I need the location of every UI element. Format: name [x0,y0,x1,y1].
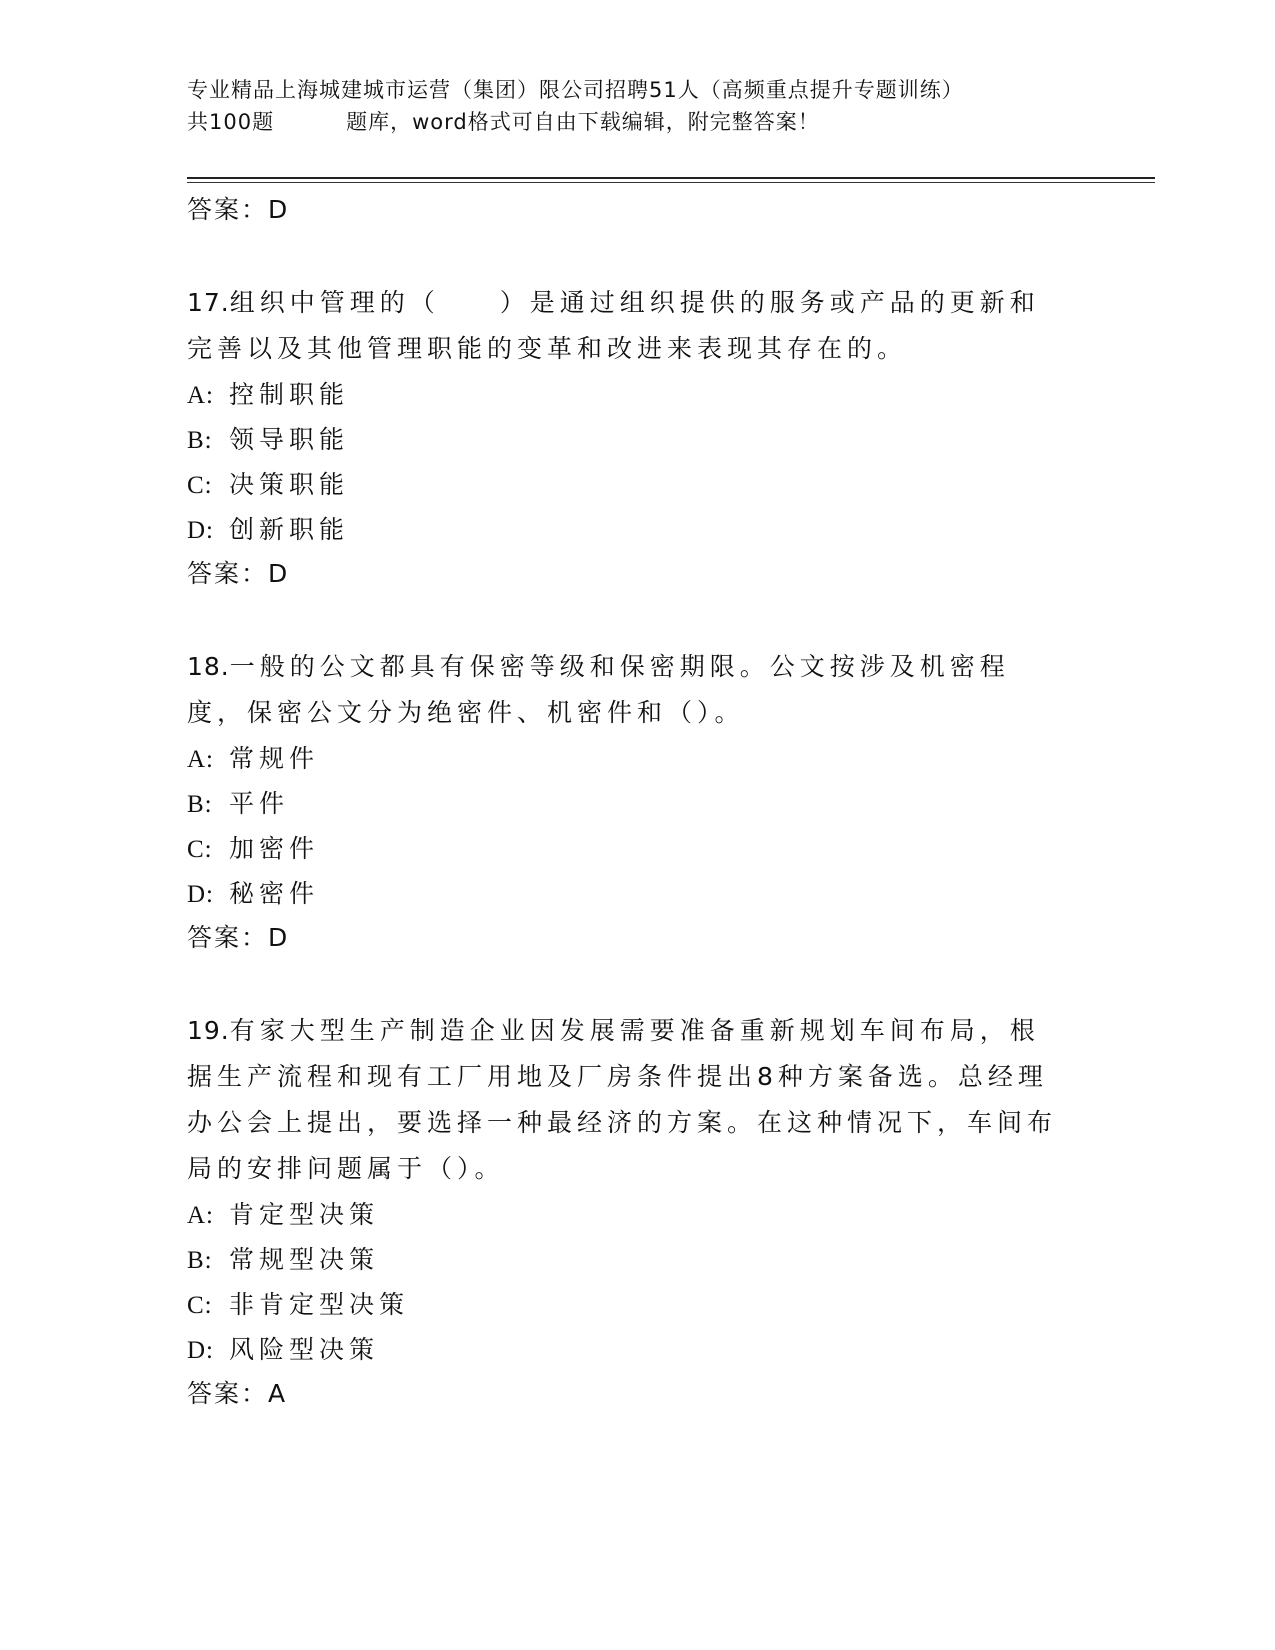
option-d [187,507,1087,552]
question-stem [187,1008,1067,1192]
document-body [187,188,1087,1416]
answer-line: 答案：A [187,1379,288,1408]
header-subtitle-line [187,106,1087,138]
option-key: D: [187,517,214,544]
option-c [187,462,1087,507]
header-title-line: 专业精品上海城建城市运营（集团）限公司招聘51人（高频重点提升专题训练） [187,78,964,102]
option-text: 领导职能 [229,425,350,454]
header-divider-thick [187,177,1155,179]
option-key: C: [187,472,213,499]
option-text: 非肯定型决策 [229,1290,410,1319]
option-text: 控制职能 [229,380,350,409]
option-d [187,871,1087,916]
header-divider-thin [187,182,1155,183]
option-text: 常规型决策 [229,1245,380,1274]
option-b [187,781,1087,826]
question-17 [187,280,1087,596]
header-question-count: 共100题 [187,110,275,134]
answer-line: 答案：D [187,559,290,588]
option-text: 肯定型决策 [229,1200,380,1229]
option-text: 常规件 [229,744,320,773]
option-key: D: [187,881,214,908]
option-key: C: [187,1292,213,1319]
option-a [187,1192,1087,1237]
option-key: D: [187,1337,214,1364]
answer-line: 答案：D [187,923,290,952]
document-header [187,74,1087,138]
option-text: 决策职能 [229,470,350,499]
option-c [187,1282,1087,1327]
option-key: B: [187,427,213,454]
question-stem [187,644,1067,736]
question-number: 18. [187,652,230,681]
option-a [187,372,1087,417]
question-stem [187,280,1067,372]
question-number: 19. [187,1016,230,1045]
option-text: 加密件 [229,834,320,863]
question-text: 一般的公文都具有保密等级和保密期限。公文按涉及机密程度，保密公文分为绝密件、机密件和（）。 [187,652,1010,727]
header-description: 题库，word格式可自由下载编辑，附完整答案！ [346,110,820,134]
question-18 [187,644,1087,960]
option-text: 秘密件 [229,879,320,908]
option-key: A: [187,1202,214,1229]
option-key: A: [187,746,214,773]
previous-question-answer: 答案：D [187,195,290,224]
option-b [187,417,1087,462]
question-text: 有家大型生产制造企业因发展需要准备重新规划车间布局，根据生产流程和现有工厂用地及厂房条件提出8种方案备选。总经理办公会上提出，要选择一种最经济的方案。在这种情况下，车间布局的安排问题属于（）。 [187,1016,1058,1183]
question-number: 17. [187,288,230,317]
option-d [187,1327,1087,1372]
option-key: C: [187,836,213,863]
option-key: A: [187,382,214,409]
option-key: B: [187,791,213,818]
option-a [187,736,1087,781]
option-text: 风险型决策 [229,1335,380,1364]
option-text: 平件 [229,789,290,818]
option-c [187,826,1087,871]
option-key: B: [187,1247,213,1274]
option-text: 创新职能 [229,515,350,544]
question-text: 组织中管理的（ ）是通过组织提供的服务或产品的更新和完善以及其他管理职能的变革和改进来表现其存在的。 [187,288,1040,363]
question-19 [187,1008,1087,1416]
option-b [187,1237,1087,1282]
